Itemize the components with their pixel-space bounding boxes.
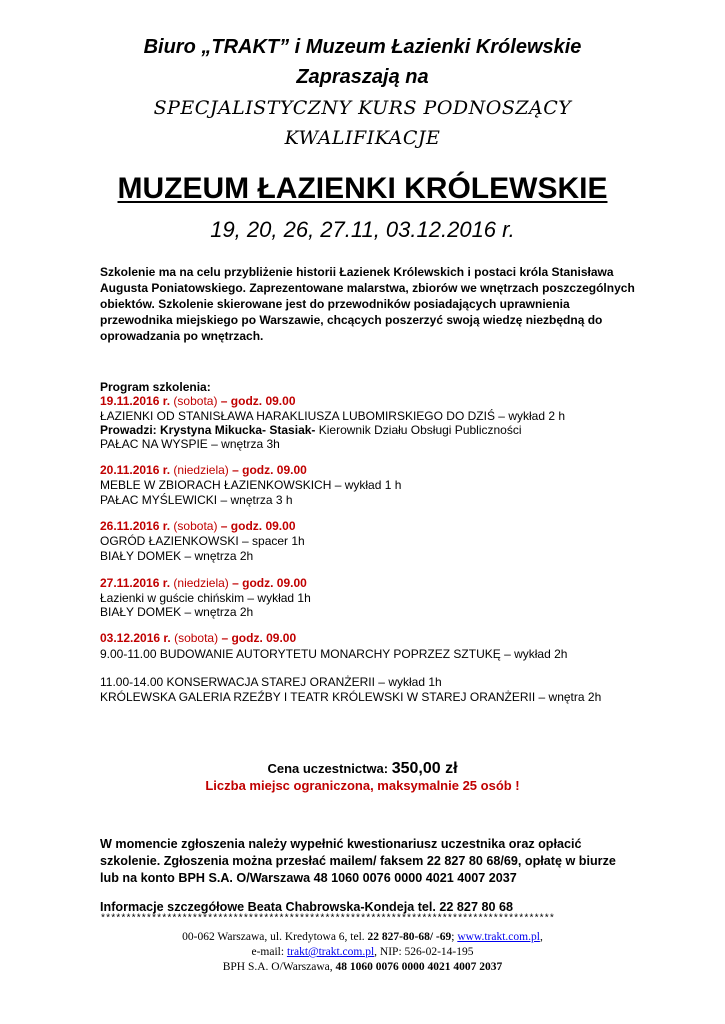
day-4-item: BIAŁY DOMEK – wnętrza 2h — [100, 605, 254, 619]
day-time: – godz. 09.00 — [232, 463, 307, 477]
website-link[interactable]: www.trakt.com.pl — [457, 931, 540, 943]
day-date: 27.11.2016 r. — [100, 576, 171, 590]
day-5-header — [100, 630, 296, 646]
seat-limit-notice: Liczba miejsc ograniczona, maksymalnie 25 osób ! — [205, 778, 520, 793]
day-weekday: (sobota) — [173, 394, 218, 408]
day-1-item: PAŁAC NA WYSPIE – wnętrza 3h — [100, 437, 280, 451]
day-weekday: (sobota) — [173, 519, 218, 533]
header-line-2: Zapraszają na — [296, 66, 429, 88]
course-title-line-1: SPECJALISTYCZNY KURS PODNOSZĄCY — [153, 97, 572, 119]
day-3-header — [100, 518, 296, 534]
day-2-item: MEBLE W ZBIORACH ŁAZIENKOWSKICH – wykład 1 h — [100, 478, 402, 492]
day-5-item: 11.00-14.00 KONSERWACJA STAREJ ORANŻERII – wykład 1h — [100, 675, 442, 689]
day-3-item: OGRÓD ŁAZIENKOWSKI – spacer 1h — [100, 534, 305, 548]
email-link[interactable]: trakt@trakt.com.pl — [286, 946, 375, 958]
footer-nip: , NIP: 526-02-14-195 — [374, 946, 474, 958]
day-1-header — [100, 393, 296, 409]
day-5-item: 9.00-11.00 BUDOWANIE AUTORYTETU MONARCHY POPRZEZ SZTUKĘ – wykład 2h — [100, 647, 568, 661]
header-line-1: Biuro „TRAKT” i Muzeum Łazienki Królewskie — [143, 36, 582, 58]
contact-info: Informacje szczegółowe Beata Chabrowska-Kondeja tel. 22 827 80 68 — [100, 900, 513, 914]
footer-bank-line — [0, 961, 725, 973]
day-4-header — [100, 575, 307, 591]
day-5-item: KRÓLEWSKA GALERIA RZEŹBY I TEATR KRÓLEWSKI W STAREJ ORANŻERII – wnętra 2h — [100, 690, 602, 704]
day-date: 03.12.2016 r. — [100, 631, 171, 645]
day-1-item: ŁAZIENKI OD STANISŁAWA HARAKLIUSZA LUBOMIRSKIEGO DO DZIŚ – wykład 2 h — [100, 409, 566, 423]
day-weekday: (niedziela) — [173, 576, 229, 590]
price-value: 350,00 zł — [391, 760, 458, 777]
day-time: – godz. 09.00 — [220, 519, 296, 533]
footer-email-label: e-mail: — [251, 946, 287, 958]
day-date: 26.11.2016 r. — [100, 519, 171, 533]
day-2-item: PAŁAC MYŚLEWICKI – wnętrza 3 h — [100, 493, 293, 507]
footer-email-line — [0, 946, 725, 958]
leaders-role: Kierownik Działu Obsługi Publiczności — [315, 423, 522, 437]
footer-separator: ; — [451, 931, 458, 943]
program-title: Program szkolenia: — [100, 380, 211, 394]
intro-paragraph: Szkolenie ma na celu przybliżenie historii Łazienek Królewskich i postaci króla Stanisława Augusta Poniatowskiego. Zaprezentowane malarstwa, zbiorów we wnętrzach poszczególnych obiektów. Szkolenie skierowane jest do przewodników posiadających uprawnienia przewodnika miejskiego po Warszawie, chcących poszerzyć swoją wiedzę niezbędną do oprowadzania po wnętrzach. — [100, 265, 635, 343]
price-line — [0, 760, 725, 778]
day-time: – godz. 09.00 — [220, 394, 296, 408]
day-weekday: (sobota) — [174, 631, 219, 645]
day-date: 20.11.2016 r. — [100, 463, 171, 477]
leaders-label: Prowadzi: Krystyna Mikucka- Stasiak- — [100, 423, 316, 437]
footer-address: 00-062 Warszawa, ul. Kredytowa 6, tel. — [182, 931, 368, 943]
day-weekday: (niedziela) — [173, 463, 229, 477]
day-time: – godz. 09.00 — [232, 576, 307, 590]
footer-bank-account: 48 1060 0076 0000 4021 4007 2037 — [335, 961, 503, 973]
course-dates: 19, 20, 26, 27.11, 03.12.2016 r. — [210, 217, 515, 242]
separator-stars: ***************************************************************************************** — [100, 914, 554, 925]
day-4-item: Łazienki w guście chińskim – wykład 1h — [100, 591, 311, 605]
day-3-item: BIAŁY DOMEK – wnętrza 2h — [100, 549, 254, 563]
footer-comma: , — [539, 931, 543, 943]
footer-bank-label: BPH S.A. O/Warszawa, — [222, 961, 336, 973]
price-label: Cena uczestnictwa: — [267, 761, 392, 776]
day-time: – godz. 09.00 — [221, 631, 297, 645]
day-2-header — [100, 462, 307, 478]
footer-address-line — [0, 931, 725, 943]
registration-paragraph: W momencie zgłoszenia należy wypełnić kwestionariusz uczestnika oraz opłacić szkolenie. Zgłoszenia można przesłać mailem/ faksem 22 827 80 68/69, opłatę w biurze lub na konto BPH S.A. O/Warszawa 48 1060 0076 0000 4021 4007 2037 — [100, 837, 616, 885]
day-date: 19.11.2016 r. — [100, 394, 171, 408]
footer-phone: 22 827-80-68/ -69 — [367, 931, 452, 943]
course-title-line-2: KWALIFIKACJE — [284, 127, 441, 149]
museum-title: MUZEUM ŁAZIENKI KRÓLEWSKIE — [117, 172, 608, 205]
